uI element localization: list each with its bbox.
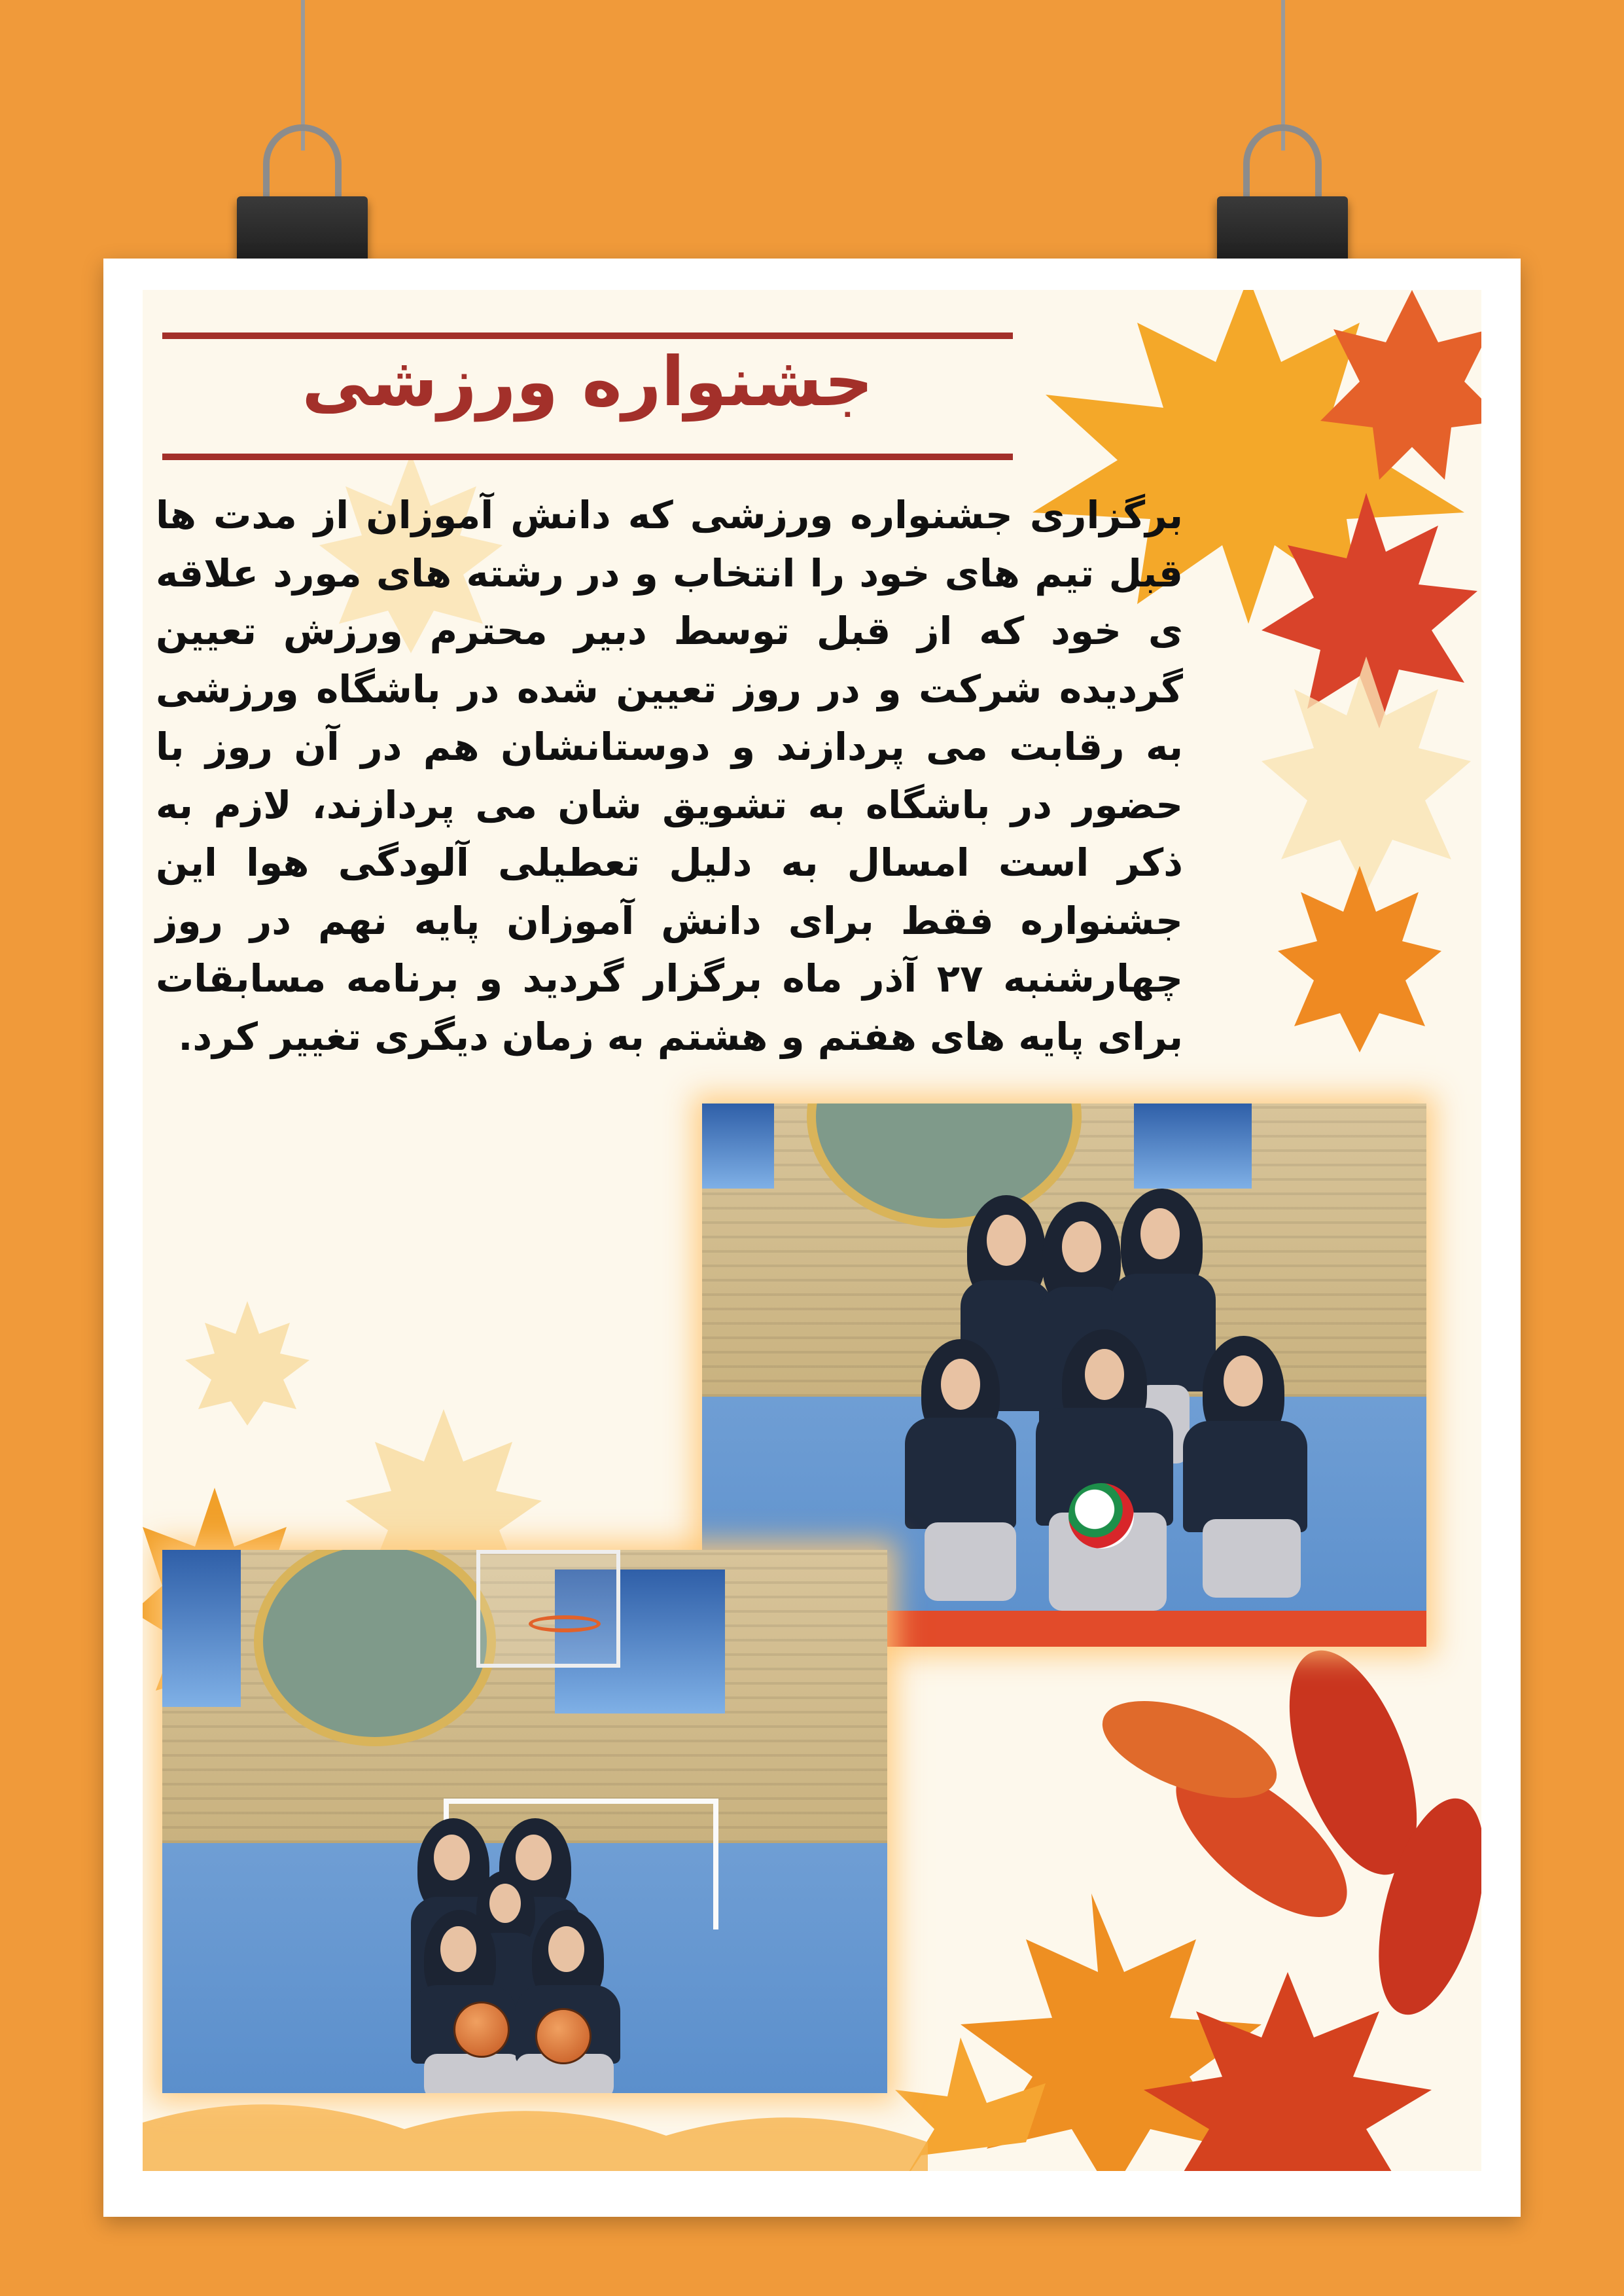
wall-banner [1134, 1103, 1252, 1189]
leaf-border-bottom [143, 2083, 1481, 2171]
title-rule-bottom [162, 454, 1013, 460]
team-member [905, 1339, 1023, 1614]
volleyball [1068, 1483, 1134, 1549]
basketball-rim [529, 1615, 601, 1632]
basketball [535, 2008, 591, 2064]
poster-content [143, 290, 1481, 2171]
basketball [453, 2001, 510, 2058]
team-member [411, 1910, 522, 2093]
article-paragraph: برگزاری جشنواره ورزشی که دانش آموزان از مدت ها قبل تیم های خود را انتخاب و در رشته های مورد علاقه ی خود که از قبل توسط دبیر محترم ورزش تعیین گردیده شرکت و در روز تعیین شده در باشگاه ورزشی به رقابت می پردازند و دوستانشان هم در آن روز با حضور در باشگاه به تشویق شان می پردازند، لازم به ذکر است امسال به دلیل تعطیلی آلودگی هوا این جشنواره فقط برای دانش آموزان پایه نهم در روز چهارشنبه ۲۷ آذر ماه برگزار گردید و برنامه مسابقات برای پایه های هفتم و هشتم به زمان دیگری تغییر کرد. [156, 493, 1183, 1059]
basketball-team-photo [162, 1550, 887, 2093]
faded-leaf-decoration-small [182, 1298, 313, 1429]
wall-banner [702, 1103, 774, 1189]
wall-banner [162, 1550, 241, 1707]
title-rule-top [162, 332, 1013, 339]
team-member [1029, 1329, 1180, 1617]
team-member [516, 1910, 627, 2093]
team-member [1183, 1336, 1314, 1611]
page-title: جشنواره ورزشی [302, 342, 874, 422]
binder-clip-left [237, 124, 368, 272]
basketball-hoop [476, 1550, 620, 1668]
poster-paper [103, 259, 1521, 2217]
binder-clip-right [1217, 124, 1348, 272]
orange-leaf-decoration [1275, 859, 1445, 1056]
